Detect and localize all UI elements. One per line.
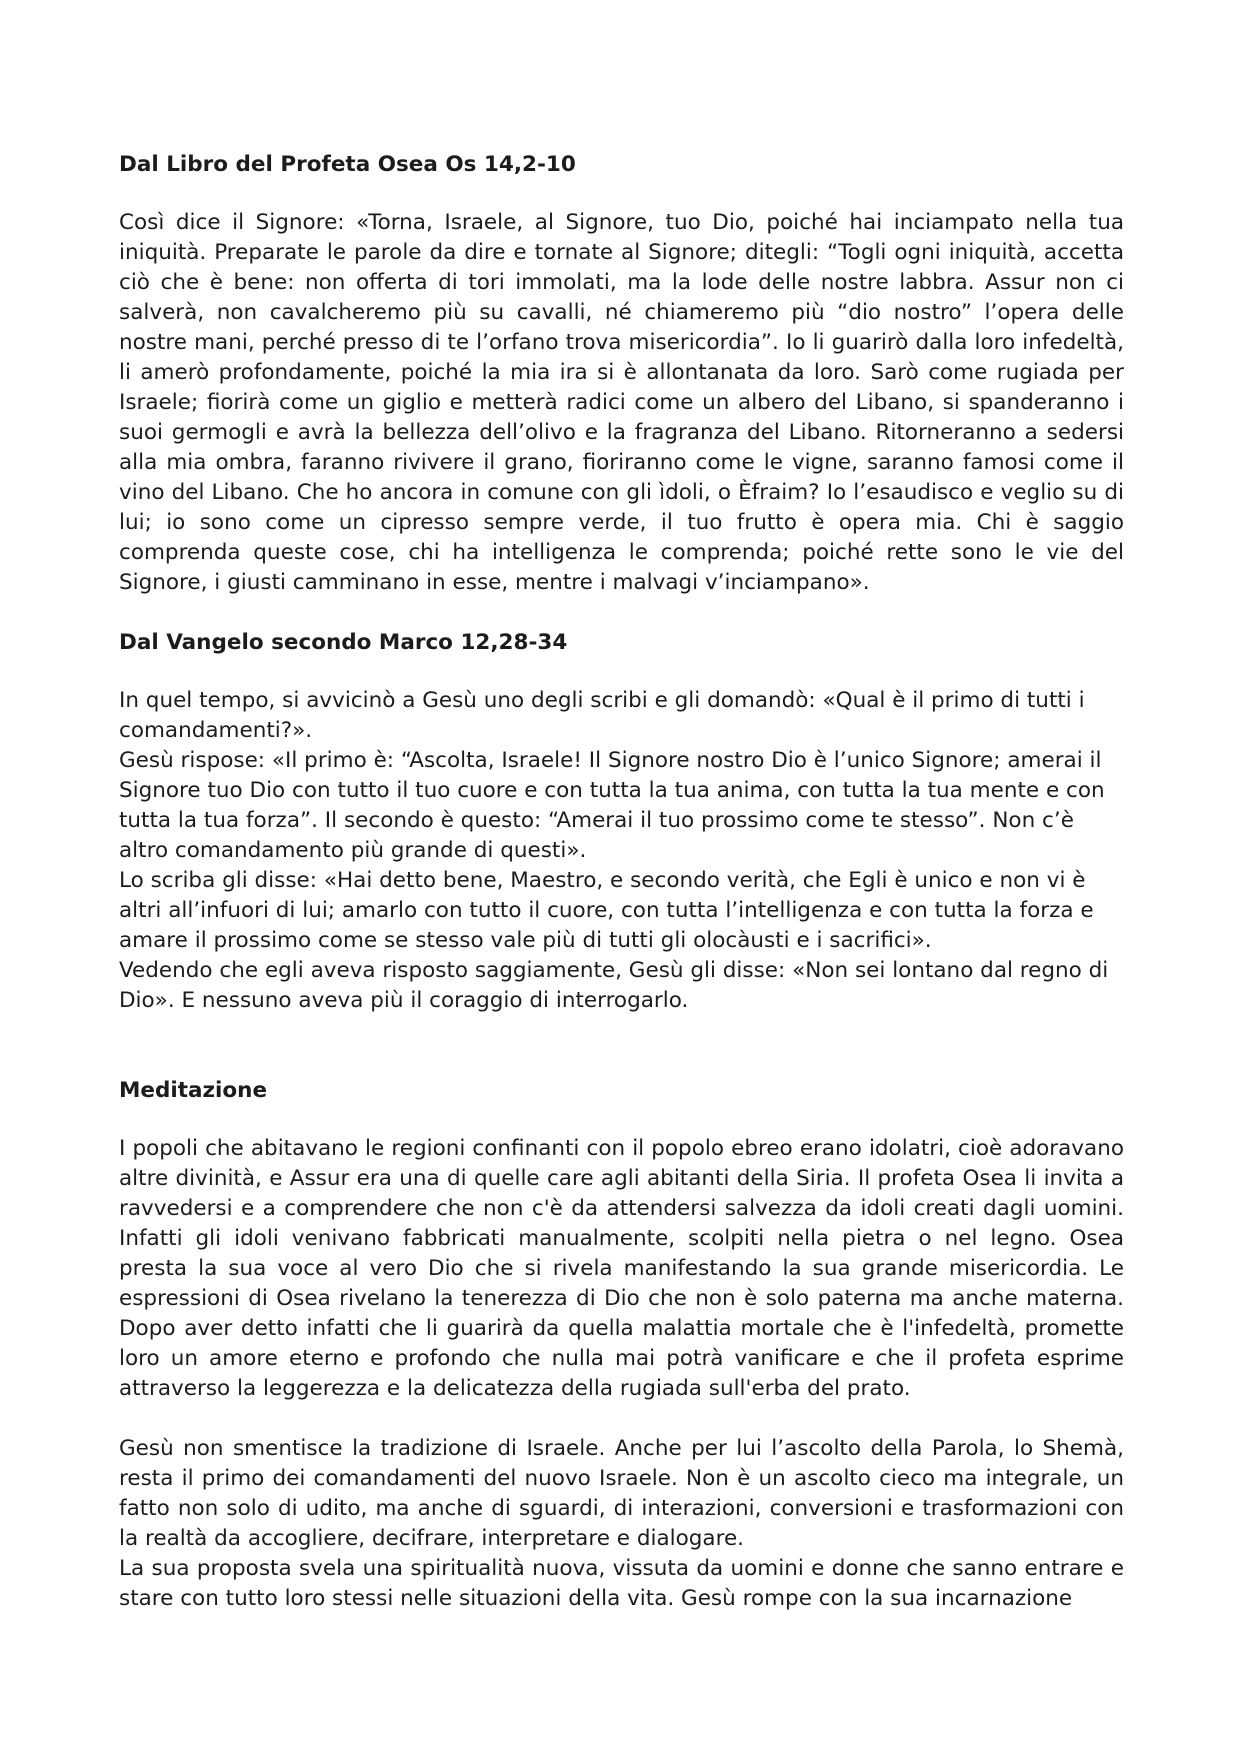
- gospel-paragraph: Lo scriba gli disse: «Hai detto bene, Maestro, e secondo verità, che Egli è unico e non vi è altri all’infuori di lui; amarlo con tutto il cuore, con tutta l’intelligenza e con tutta la forza e amare il prossimo come se stesso vale più di tutti gli olocàusti e i sacrifici».: [119, 868, 1094, 953]
- meditation-paragraph: Gesù non smentisce la tradizione di Israele. Anche per lui l’ascolto della Parola, lo Shemà, resta il primo dei comandamenti del nuovo Israele. Non è un ascolto cieco ma integrale, un fatto non solo di udito, ma anche di sguardi, di interazioni, conversioni e trasformazioni con la realtà da accogliere, decifrare, interpretare e dialogare.: [119, 1436, 1124, 1551]
- spacer: [119, 1016, 1124, 1076]
- gospel-paragraph: Gesù rispose: «Il primo è: “Ascolta, Israele! Il Signore nostro Dio è l’unico Signore; amerai il Signore tuo Dio con tutto il tuo cuore e con tutta la tua anima, con tutta la tua mente e con tutta la tua forza”. Il secondo è questo: “Amerai il tuo prossimo come te stesso”. Non c’è altro comandamento più grande di questi».: [119, 748, 1105, 863]
- reading1-text: Così dice il Signore: «Torna, Israele, al Signore, tuo Dio, poiché hai inciampato nella tua iniquità. Preparate le parole da dire e tornate al Signore; ditegli: “Togli ogni iniquità, accetta ciò che è bene: non offerta di tori immolati, ma la lode delle nostre labbra. Assur non ci salverà, non cavalcheremo più su cavalli, né chiameremo più “dio nostro” l’opera delle nostre mani, perché presso di te l’orfano trova misericordia”. Io li guarirò dalla loro infedeltà, li amerò profondamente, poiché la mia ira si è allontanata da loro. Sarò come rugiada per Israele; fiorirà come un giglio e metterà radici come un albero del Libano, si spanderanno i suoi germogli e avrà la bellezza dell’olivo e la fragranza del Libano. Ritorneranno a sedersi alla mia ombra, faranno rivivere il grano, fioriranno come le vigne, saranno famosi come il vino del Libano. Che ho ancora in comune con gli ìdoli, o Èfraim? Io l’esaudisco e veglio su di lui; io sono come un cipresso sempre verde, il tuo frutto è opera mia. Chi è saggio comprenda queste cose, chi ha intelligenza le comprenda; poiché rette sono le vie del Signore, i giusti camminano in esse, mentre i malvagi v’inciampano».: [119, 210, 1124, 595]
- spacer: [119, 1404, 1124, 1434]
- spacer: [119, 180, 1124, 208]
- gospel-title: Dal Vangelo secondo Marco 12,28-34: [119, 630, 568, 655]
- meditation-paragraph: La sua proposta svela una spiritualità nuova, vissuta da uomini e donne che sanno entrare e stare con tutto loro stessi nelle situazioni della vita. Gesù rompe con la sua incarnazione: [119, 1556, 1124, 1611]
- gospel-paragraph: Vedendo che egli aveva risposto saggiamente, Gesù gli disse: «Non sei lontano dal regno di Dio». E nessuno aveva più il coraggio di interrogarlo.: [119, 958, 1109, 1013]
- reading1-title: Dal Libro del Profeta Osea Os 14,2-10: [119, 152, 576, 177]
- spacer: [119, 1106, 1124, 1134]
- meditation-title: Meditazione: [119, 1078, 268, 1103]
- spacer: [119, 658, 1124, 686]
- meditation-paragraph: I popoli che abitavano le regioni confinanti con il popolo ebreo erano idolatri, cioè adoravano altre divinità, e Assur era una di quelle care agli abitanti della Siria. Il profeta Osea li invita a ravvedersi e a comprendere che non c'è da attendersi salvezza da idoli creati dagli uomini. Infatti gli idoli venivano fabbricati manualmente, scolpiti nella pietra o nel legno. Osea presta la sua voce al vero Dio che si rivela manifestando la sua grande misericordia. Le espressioni di Osea rivelano la tenerezza di Dio che non è solo paterna ma anche materna. Dopo aver detto infatti che li guarirà da quella malattia mortale che è l'infedeltà, promette loro un amore eterno e profondo che nulla mai potrà vanificare e che il profeta esprime attraverso la leggerezza e la delicatezza della rugiada sull'erba del prato.: [119, 1136, 1124, 1401]
- spacer: [119, 598, 1124, 628]
- gospel-paragraph: In quel tempo, si avvicinò a Gesù uno degli scribi e gli domandò: «Qual è il primo di tutti i comandamenti?».: [119, 688, 1085, 743]
- document-page: [119, 150, 1124, 1614]
